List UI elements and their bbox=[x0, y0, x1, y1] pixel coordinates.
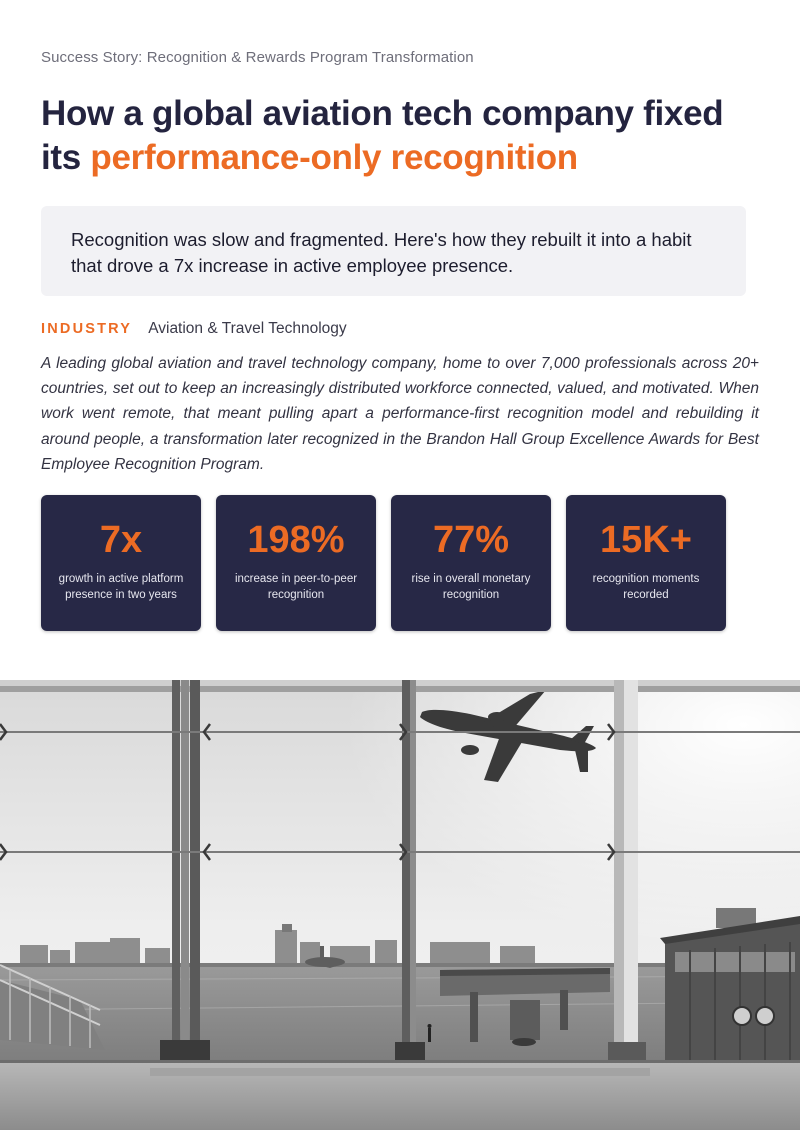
industry-value: Aviation & Travel Technology bbox=[148, 320, 347, 337]
stats-row bbox=[41, 495, 721, 631]
industry-label: INDUSTRY bbox=[41, 321, 133, 337]
headline-line-2-prefix: its bbox=[41, 138, 91, 177]
eyebrow-label: Success Story: Recognition & Rewards Program Transformation bbox=[41, 49, 474, 66]
callout-text: Recognition was slow and fragmented. Here's how they rebuilt it into a habit that drove a 7x increase in active employee presence. bbox=[71, 229, 692, 276]
stat-card bbox=[566, 495, 726, 631]
airport-illustration bbox=[0, 680, 800, 1130]
stat-card bbox=[216, 495, 376, 631]
industry-row bbox=[41, 320, 347, 338]
callout-box bbox=[41, 206, 746, 296]
stat-label: rise in overall monetary recognition bbox=[411, 573, 531, 601]
headline-line-1: How a global aviation tech company fixed bbox=[41, 94, 724, 133]
stat-value: 198% bbox=[247, 519, 345, 561]
stat-label: recognition moments recorded bbox=[592, 573, 700, 601]
stat-label: growth in active platform presence in two years bbox=[58, 573, 184, 601]
stat-value: 77% bbox=[432, 519, 510, 561]
stat-value: 7x bbox=[99, 519, 143, 561]
stat-value: 15K+ bbox=[600, 519, 692, 561]
page-title bbox=[41, 92, 761, 180]
stat-card bbox=[391, 495, 551, 631]
stat-label: increase in peer-to-peer recognition bbox=[234, 573, 358, 601]
intro-paragraph: A leading global aviation and travel technology company, home to over 7,000 professionals across 20+ countries, set out to keep an increasingly distributed workforce connected, valued, and motivated. When work went remote, that meant pulling apart a performance-first recognition model and rebuilding it around people, a transformation later recognized in the Brandon Hall Group Excellence Awards for Best Employee Recognition Program. bbox=[41, 355, 759, 473]
headline-accent: performance-only recognition bbox=[90, 138, 578, 177]
airport-photo bbox=[0, 680, 800, 1130]
stat-card bbox=[41, 495, 201, 631]
